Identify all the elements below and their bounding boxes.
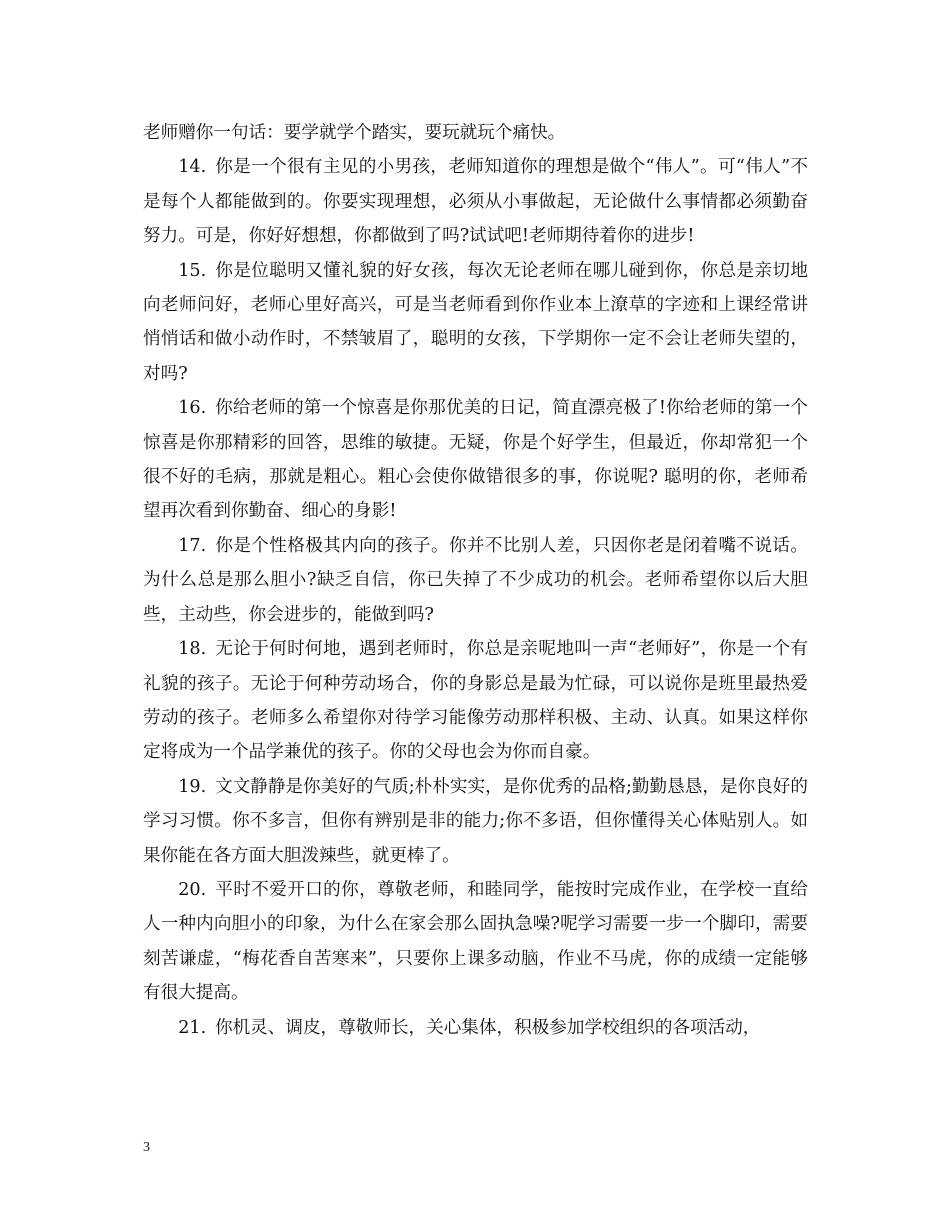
paragraph-number: 14.: [178, 157, 207, 178]
paragraph-text: 无论于何时何地，遇到老师时，你总是亲呢地叫一声“老师好”，你是一个有礼貌的孩子。无论于何种劳动场合，你的身影总是最为忙碌，可以说你是班里最热爱劳动的孩子。老师多么希望你对待学习能像劳动那样积极、主动、认真。如果这样你定将成为一个品学兼优的孩子。你的父母也会为你而自豪。: [143, 639, 808, 763]
paragraph-text: 你是一个很有主见的小男孩，老师知道你的理想是做个“伟人”。可“伟人”不是每个人都能做到的。你要实现理想，必须从小事做起，无论做什么事情都必须勤奋努力。可是，你好好想想，你都做到了吗?试试吧!老师期待着你的进步!: [143, 157, 808, 247]
paragraph-number: 15.: [178, 260, 207, 281]
paragraph-19: [143, 770, 808, 873]
paragraph-21: [143, 1011, 808, 1045]
opening-line: 老师赠你一句话：要学就学个踏实，要玩就玩个痛快。: [143, 123, 566, 143]
paragraph-number: 20.: [178, 879, 207, 900]
paragraph-18: [143, 632, 808, 770]
paragraph-text: 你是位聪明又懂礼貌的好女孩，每次无论老师在哪儿碰到你，你总是亲切地向老师问好，老师心里好高兴，可是当老师看到你作业本上潦草的字迹和上课经常讲悄悄话和做小动作时，不禁皱眉了，聪明的女孩，下学期你一定不会让老师失望的，对吗?: [143, 260, 808, 384]
paragraph-number: 21.: [178, 1017, 207, 1038]
paragraph-number: 16.: [178, 398, 207, 419]
paragraph-14: [143, 150, 808, 253]
paragraph-text: 文文静静是你美好的气质;朴朴实实，是你优秀的品格;勤勤恳恳，是你良好的学习习惯。你不多言，但你有辨别是非的能力;你不多语，但你懂得关心体贴别人。如果你能在各方面大胆泼辣些，就更棒了。: [143, 776, 808, 866]
paragraph-text: 你给老师的第一个惊喜是你那优美的日记，简直漂亮极了!你给老师的第一个惊喜是你那精彩的回答，思维的敏捷。无疑，你是个好学生，但最近，你却常犯一个很不好的毛病，那就是粗心。粗心会使你做错很多的事，你说呢? 聪明的你，老师希望再次看到你勤奋、细心的身影!: [143, 398, 808, 522]
paragraph-number: 18.: [178, 639, 207, 660]
paragraph-15: [143, 254, 808, 392]
paragraph-number: 19.: [178, 776, 207, 797]
paragraph-number: 17.: [178, 535, 207, 556]
paragraph-16: [143, 391, 808, 529]
page-number: 3: [143, 1140, 150, 1155]
paragraph-17: [143, 529, 808, 632]
paragraph-text: 你是个性格极其内向的孩子。你并不比别人差，只因你老是闭着嘴不说话。为什么总是那么胆小?缺乏自信，你已失掉了不少成功的机会。老师希望你以后大胆些，主动些，你会进步的，能做到吗?: [143, 535, 808, 625]
body-text: [143, 116, 808, 1045]
paragraph-text: 你机灵、调皮，尊敬师长，关心集体，积极参加学校组织的各项活动，: [214, 1017, 761, 1038]
paragraph-20: [143, 873, 808, 1011]
paragraph-text: 平时不爱开口的你，尊敬老师，和睦同学，能按时完成作业，在学校一直给人一种内向胆小的印象，为什么在家会那么固执急噪?呢学习需要一步一个脚印，需要刻苦谦虚，“梅花香自苦寒来”，只要你上课多动脑，作业不马虎，你的成绩一定能够有很大提高。: [143, 879, 808, 1004]
